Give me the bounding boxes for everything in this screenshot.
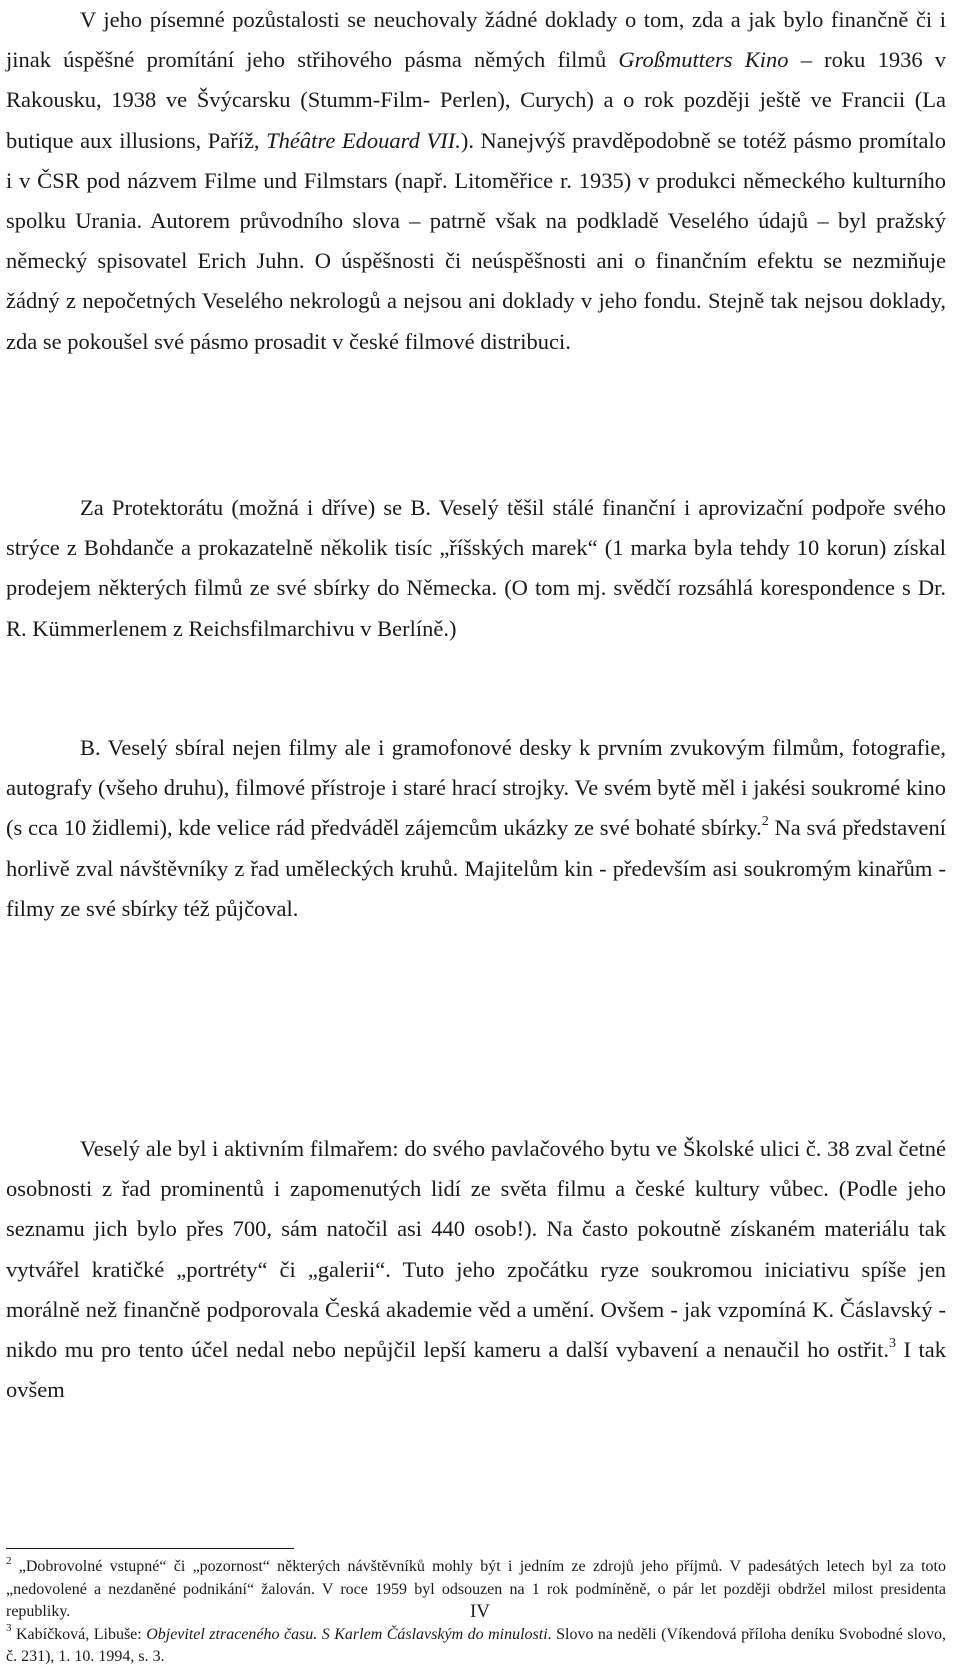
paragraph-2 [6,488,946,649]
film-title-italic: Großmutters Kino [618,47,789,73]
paragraph-1-text-a: V jeho písemné pozůstalosti se neuchovaly žádné doklady o tom, zda a jak bylo finančně či i jinak úspěšné promítání jeho střihového pásma němých filmů [6,7,946,73]
paragraph-4-text-a: Veselý ale byl i aktivním filmařem: do svého pavlačového bytu ve Školské ulici č. 38 zval četné osobnosti z řad prominentů i zapomenutých lidí ze světa filmu a české kultury vůbec. (Podle jeho seznamu jich bylo přes 700, sám natočil asi 440 osob!). Na často pokoutně získaném materiálu tak vytvářel kratičké „portréty“ či „galerii“. Tuto jeho zpočátku ryze soukromou iniciativu spíše jen morálně než finančně podporovala Česká akademie věd a umění. Ovšem - jak vzpomíná K. Čáslavský - nikdo mu pro tento účel nedal nebo nepůjčil lepší kameru a další vybavení a nenaučil ho ostřit. [6,1136,946,1363]
paragraph-4-text-b: I tak ovšem [6,1337,947,1403]
paragraph-1-text-b: – roku 1936 v Rakousku, 1938 ve Švýcarsku (Stumm-Film- Perlen), Curych) a o rok později ještě ve Francii (La butique aux illusions, Paříž, [6,47,947,153]
paragraph-1-text-c: ). Nanejvýš pravděpodobně se totéž pásmo promítalo i v ČSR pod názvem Filme und Filmstars (např. Litoměřice r. 1935) v produkci německého kulturního spolku Urania. Autorem průvodního slova – patrně však na podkladě Veselého údajů – byl pražský německý spisovatel Erich Juhn. O úspěšnosti či neúspěšnosti ani o finančním efektu se nezmiňuje žádný z nepočetných Veselého nekrologů a nejsou ani doklady v jeho fondu. Stejně tak nejsou doklady, zda se pokoušel své pásmo prosadit v české filmové distribuci. [6,127,946,354]
theatre-name-italic: Théâtre Edouard VII. [266,127,461,153]
book-title-italic: Objevitel ztraceného času. S Karlem Čáslavským do minulosti [146,1625,548,1643]
footnote-2-text: „Dobrovolné vstupné“ či „pozornost“ některých návštěvníků mohly být i jedním ze zdrojů jeho příjmů. V padesátých letech byl za toto „nedovolené a nezdaněné podnikání“ žalován. V roce 1959 byl odsouzen na 1 rok podmíněně, o pár let později obdržel milost presidenta republiky. [6,1558,946,1621]
paragraph-3 [6,728,946,929]
page-number: IV [469,1601,491,1622]
footnote-3-text-a: Kabíčková, Libuše: [11,1625,147,1643]
footnote-3 [6,1624,946,1669]
footnote-2-mark: 2 [6,1554,12,1567]
footnote-3-text-b: . Slovo na neděli (Víkendová příloha deníku Svobodné slovo, č. 231), 1. 10. 1994, s. 3. [6,1625,947,1666]
footnote-ref-2[interactable]: 2 [761,813,769,829]
paragraph-3-text-b: Na svá představení horlivě zval návštěvníky z řad uměleckých kruhů. Majitelům kin - především asi soukromým kinařům - filmy ze své sbírky též půjčoval. [6,815,946,921]
footnote-3-mark: 3 [6,1622,12,1635]
paragraph-4 [6,1129,946,1410]
paragraph-1 [6,0,946,362]
footnote-ref-3[interactable]: 3 [889,1335,897,1351]
paragraph-2-text: Za Protektorátu (možná i dříve) se B. Veselý těšil stálé finanční i aprovizační podpoře svého strýce z Bohdanče a prokazatelně několik tisíc „říšských marek“ (1 marka byla tehdy 10 korun) získal prodejem některých filmů ze své sbírky do Německa. (O tom mj. svědčí rozsáhlá korespondence s Dr. R. Kümmerlenem z Reichsfilmarchivu v Berlíně.) [6,495,946,641]
paragraph-3-text-a: B. Veselý sbíral nejen filmy ale i gramofonové desky k prvním zvukovým filmům, fotografie, autografy (všeho druhu), filmové přístroje i staré hrací strojky. Ve svém bytě měl i jakési soukromé kino (s cca 10 židlemi), kde velice rád předváděl zájemcům ukázky ze své bohaté sbírky. [6,735,946,841]
footnote-separator [6,1548,294,1549]
